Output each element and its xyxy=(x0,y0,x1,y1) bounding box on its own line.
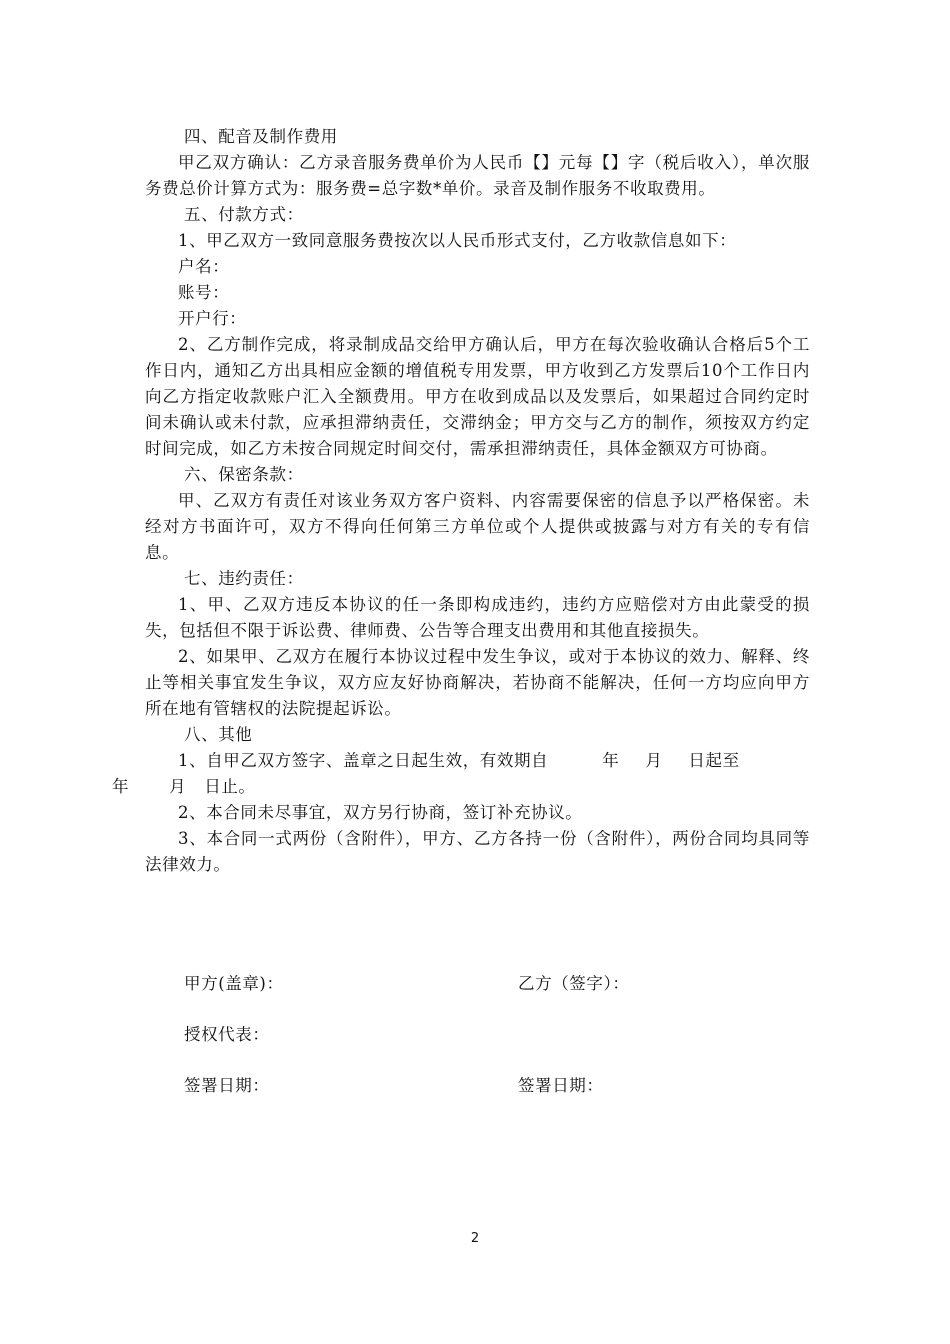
authorized-rep-label: 授权代表： xyxy=(184,1025,270,1044)
validity-month-2: 月 xyxy=(169,777,187,796)
bank-label: 开户行： xyxy=(178,309,247,328)
validity-year-2: 年 xyxy=(112,777,130,796)
section-5-title: 五、付款方式： xyxy=(184,205,304,224)
validity-end: 日止。 xyxy=(204,777,256,796)
account-number-label: 账号： xyxy=(178,283,230,302)
validity-text: 1、自甲乙双方签字、盖章之日起生效，有效期自 xyxy=(178,751,549,770)
section-4-fee-paragraph: 甲乙双方确认：乙方录音服务费单价为人民币【】元每【】字（税后收入），单次服务费总价计算方式为：服务费=总字数*单价。录音及制作服务不收取费用。 xyxy=(145,153,810,198)
section-6-title: 六、保密条款： xyxy=(184,465,304,484)
section-6-confidentiality-paragraph: 甲、乙双方有责任对该业务双方客户资料、内容需要保密的信息予以严格保密。未经对方书面许可，双方不得向任何第三方单位或个人提供或披露与对方有关的专有信息。 xyxy=(145,491,810,562)
party-b-date-label: 签署日期： xyxy=(518,1076,604,1095)
section-8-validity-paragraph xyxy=(112,748,810,800)
section-7-breach-paragraph-2: 2、如果甲、乙双方在履行本协议过程中发生争议，或对于本协议的效力、解释、终止等相关事宜发生争议，双方应友好协商解决，若协商不能解决，任何一方均应向甲方所在地有管辖权的法院提起诉讼。 xyxy=(145,647,810,718)
account-name-label: 户名： xyxy=(178,257,230,276)
contract-page xyxy=(112,124,810,878)
section-8-title: 八、其他 xyxy=(184,725,253,744)
validity-day-from: 日起至 xyxy=(688,751,740,770)
section-8-supplement-paragraph: 2、本合同未尽事宜，双方另行协商，签订补充协议。 xyxy=(178,803,583,822)
party-a-date-label: 签署日期： xyxy=(184,1076,270,1095)
section-8-copies-paragraph: 3、本合同一式两份（含附件），甲方、乙方各持一份（含附件），两份合同均具同等法律效力。 xyxy=(145,829,810,874)
section-5-payment-paragraph: 1、甲乙双方一致同意服务费按次以人民币形式支付，乙方收款信息如下： xyxy=(178,231,737,250)
party-a-seal-label: 甲方(盖章)： xyxy=(184,974,284,993)
section-4-title: 四、配音及制作费用 xyxy=(184,127,338,146)
party-b-sign-label: 乙方（签字）： xyxy=(518,974,630,993)
validity-month: 月 xyxy=(645,751,663,770)
section-5-delivery-paragraph: 2、乙方制作完成，将录制成品交给甲方确认后，甲方在每次验收确认合格后5个工作日内，通知乙方出具相应金额的增值税专用发票，甲方收到乙方发票后10个工作日内向乙方指定收款账户汇入全额费用。甲方在收到成品以及发票后，如果超过合同约定时间未确认或未付款，应承担滞纳责任，交滞纳金；甲方交与乙方的制作，须按双方约定时间完成，如乙方未按合同规定时间交付，需承担滞纳责任，具体金额双方可协商。 xyxy=(145,335,810,458)
page-number: 2 xyxy=(470,1231,480,1246)
section-7-breach-paragraph-1: 1、甲、乙双方违反本协议的任一条即构成违约，违约方应赔偿对方由此蒙受的损失，包括但不限于诉讼费、律师费、公告等合理支出费用和其他直接损失。 xyxy=(145,595,810,640)
section-7-title: 七、违约责任： xyxy=(184,569,304,588)
validity-year: 年 xyxy=(602,751,620,770)
